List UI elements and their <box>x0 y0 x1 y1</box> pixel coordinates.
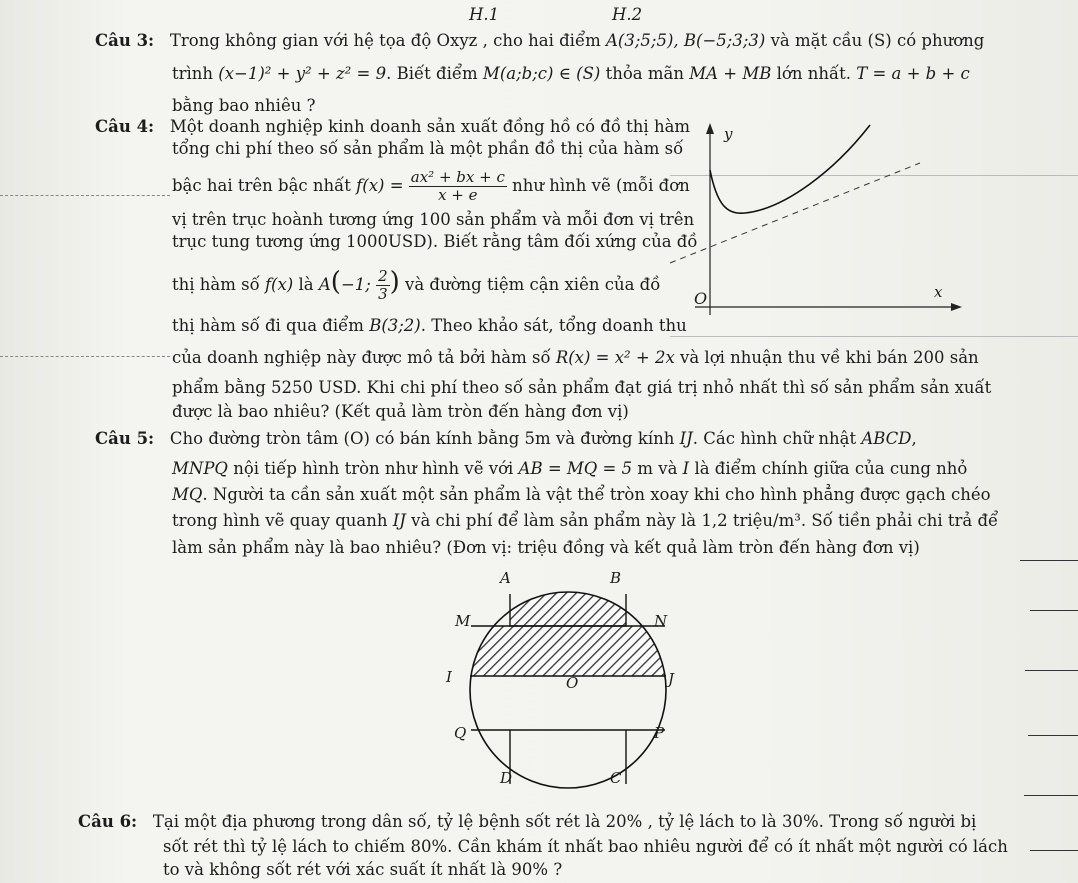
q4-frac-num: ax² + bx + c <box>410 168 505 186</box>
q5-ij: IJ <box>679 429 693 448</box>
dashed-rule <box>0 195 170 196</box>
q4-text: thị hàm số đi qua điểm <box>172 316 370 335</box>
q5-ij: IJ <box>392 511 406 530</box>
header-h1: H.1 <box>469 5 500 24</box>
q6-line1 <box>78 811 976 833</box>
q5-text: trong hình vẽ quay quanh <box>172 511 393 530</box>
q4-line1 <box>95 116 690 138</box>
q4-frac-num: 2 <box>378 267 388 285</box>
q4-text: Một doanh nghiệp kinh doanh sản xuất đồng hồ có đồ thị hàm <box>169 117 691 136</box>
q4-graph-x-label: x <box>934 283 943 301</box>
q3-line1 <box>95 30 984 52</box>
q5-i: I <box>682 459 690 478</box>
q4-graph <box>665 115 965 325</box>
q3-line2 <box>172 63 970 85</box>
q4-graph-y-label: y <box>724 125 733 143</box>
q5-text: Cho đường tròn tâm (O) có bán kính bằng 5m và đường kính <box>169 429 680 448</box>
q4-point-b: B(3;2) <box>369 316 421 335</box>
q5-abcd: ABCD <box>861 429 912 448</box>
q3-line3: bằng bao nhiêu ? <box>172 96 316 115</box>
q3-text: . Biết điểm <box>386 64 483 83</box>
edge-mark <box>1025 670 1078 671</box>
q3-sum: MA + MB <box>689 64 772 83</box>
dashed-rule <box>0 356 170 357</box>
q4-line10: được là bao nhiêu? (Kết quả làm tròn đến hàng đơn vị) <box>172 402 629 421</box>
q5-text: là điểm chính giữa của cung nhỏ <box>689 459 968 478</box>
edge-mark <box>1030 850 1078 851</box>
q6-label: Câu 6: <box>78 812 138 831</box>
q5-mnpq: MNPQ <box>172 459 228 478</box>
q5-text: , <box>911 429 917 448</box>
q5-text: và chi phí để làm sản phẩm này là 1,2 triệu/m³. Số tiền phải chi trả để <box>405 511 999 530</box>
edge-mark <box>1030 610 1078 611</box>
q5-text: nội tiếp hình tròn như hình vẽ với <box>227 459 519 478</box>
q3-sphere-eq: (x−1)² + y² + z² = 9 <box>218 64 387 83</box>
q5-line2 <box>172 458 967 480</box>
q5-line1 <box>95 428 917 450</box>
q4-fraction <box>409 169 507 204</box>
q4-paren: ( <box>330 267 341 297</box>
q3-text: và mặt cầu (S) có phương <box>765 31 985 50</box>
q3-t: T = a + b + c <box>856 64 970 83</box>
q4-center-fraction <box>376 268 390 303</box>
q4-text: là <box>293 275 319 294</box>
q4-line2: tổng chi phí theo số sản phẩm là một phần đồ thị của hàm số <box>172 139 684 158</box>
q4-text: của doanh nghiệp này được mô tả bởi hàm số <box>172 348 556 367</box>
q5-label-d: D <box>500 769 513 787</box>
q4-text: bậc hai trên bậc nhất <box>172 176 357 195</box>
q4-frac-den: 3 <box>378 285 388 303</box>
q4-center: A <box>318 275 331 294</box>
q5-label-m: M <box>455 612 471 630</box>
q4-fx: f(x) <box>264 275 294 294</box>
q6-text: Tại một địa phương trong dân số, tỷ lệ bệnh sốt rét là 20% , tỷ lệ lách to là 30%. Trong số người bị <box>152 812 977 831</box>
q5-label: Câu 5: <box>95 429 155 448</box>
q4-text: thị hàm số <box>172 275 265 294</box>
q5-text: . Người ta cần sản xuất một sản phẩm là vật thể tròn xoay khi cho hình phẳng được gạch chéo <box>202 485 991 504</box>
q5-mq: MQ <box>172 485 203 504</box>
q6-line3: to và không sốt rét với xác suất ít nhất là 90% ? <box>163 860 563 879</box>
q5-label-a: A <box>500 569 511 587</box>
edge-mark <box>1028 735 1078 736</box>
q5-line5: làm sản phẩm này là bao nhiêu? (Đơn vị: triệu đồng và kết quả làm tròn đến hàng đơn vị) <box>172 538 920 557</box>
q4-paren: ) <box>389 267 400 297</box>
q3-text: lớn nhất. <box>771 64 857 83</box>
q4-line6 <box>172 262 660 302</box>
q3-text: Trong không gian với hệ tọa độ Oxyz , cho hai điểm <box>169 31 606 50</box>
q3-text: thỏa mãn <box>600 64 690 83</box>
q4-frac-den: x + e <box>438 186 478 204</box>
q5-label-b: B <box>610 569 622 587</box>
q4-line5: trục tung tương ứng 1000USD). Biết rằng tâm đối xứng của đồ <box>172 232 698 251</box>
q4-label: Câu 4: <box>95 117 155 136</box>
q4-line9: phẩm bằng 5250 USD. Khi chi phí theo số sản phẩm đạt giá trị nhỏ nhất thì số sản phẩm sản xuất <box>172 378 992 397</box>
q4-line8 <box>172 347 979 369</box>
q4-revenue: R(x) = x² + 2x <box>555 348 675 367</box>
q6-line2: sốt rét thì tỷ lệ lách to chiếm 80%. Cần khám ít nhất bao nhiêu người để có ít nhất một người có lách <box>163 837 1008 856</box>
edge-mark <box>1020 560 1078 561</box>
q5-label-i: I <box>446 668 452 686</box>
q5-text: m và <box>632 459 683 478</box>
q4-text: như hình vẽ (mỗi đơn <box>512 176 690 195</box>
header-h2: H.2 <box>612 5 643 24</box>
q5-label-j: J <box>668 670 675 688</box>
q4-center-x: −1; <box>340 275 371 294</box>
q4-text: và đường tiệm cận xiên của đồ <box>399 275 661 294</box>
q3-point-m: M(a;b;c) ∈ (S) <box>482 64 601 83</box>
q4-line3 <box>172 166 690 206</box>
q5-text: . Các hình chữ nhật <box>692 429 862 448</box>
q5-label-q: Q <box>454 724 467 742</box>
q4-line4: vị trên trục hoành tương ứng 100 sản phẩm và mỗi đơn vị trên <box>172 210 695 229</box>
q3-points: A(3;5;5), B(−5;3;3) <box>606 31 766 50</box>
q5-label-c: C <box>610 769 622 787</box>
q4-graph-origin-label: O <box>694 289 708 308</box>
q5-line4 <box>172 510 998 532</box>
q5-label-o: O <box>566 674 579 692</box>
q4-text: và lợi nhuận thu về khi bán 200 sản <box>674 348 979 367</box>
q4-line7 <box>172 315 687 337</box>
q4-text: . Theo khảo sát, tổng doanh thu <box>420 316 687 335</box>
q4-fx: f(x) = <box>356 176 404 195</box>
q3-text: trình <box>172 64 219 83</box>
q3-label: Câu 3: <box>95 31 155 50</box>
q5-line3 <box>172 484 991 506</box>
rule <box>670 336 1078 337</box>
edge-mark <box>1024 795 1078 796</box>
q5-lengths: AB = MQ = 5 <box>518 459 633 478</box>
q5-label-n: N <box>654 612 668 630</box>
q5-label-p: P <box>654 724 665 742</box>
